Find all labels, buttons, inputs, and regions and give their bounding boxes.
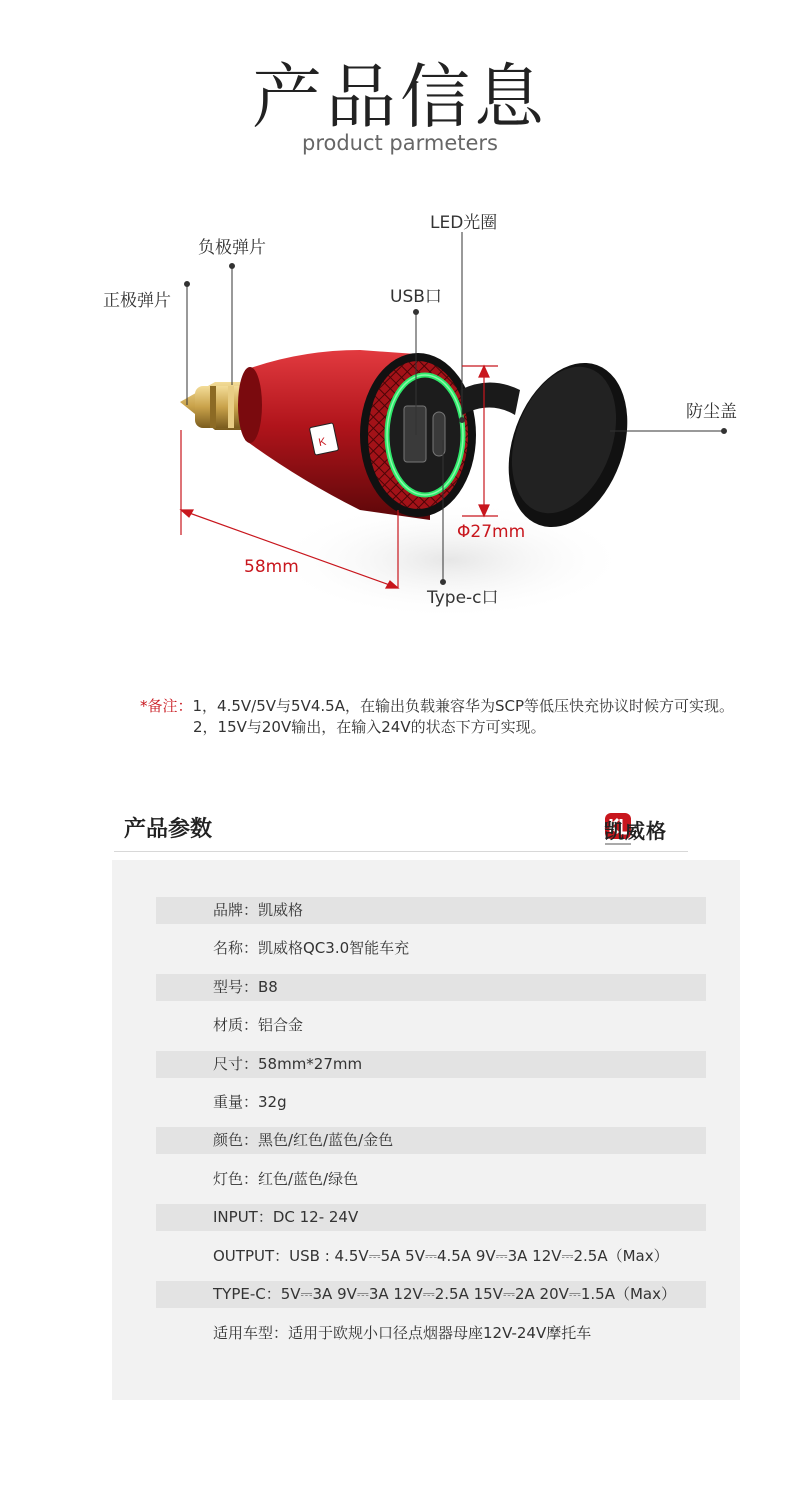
notes-line-1: 1，4.5V/5V与5V4.5A，在输出负载兼容华为SCP等低压快充协议时候方可实现。 xyxy=(192,697,734,715)
callout-led-ring: LED光圈 xyxy=(430,213,498,233)
spec-row: 适用车型：适用于欧规小口径点烟器母座12V-24V摩托车 xyxy=(213,1324,592,1342)
notes-label: *备注： xyxy=(140,697,193,715)
notes-line-2: 2，15V与20V输出，在输入24V的状态下方可实现。 xyxy=(193,718,546,736)
dimension-length: 58mm xyxy=(244,557,299,577)
callout-typec-port: Type-c口 xyxy=(427,588,499,608)
spec-row: 名称：凯威格QC3.0智能车充 xyxy=(213,939,410,957)
callout-usb-port: USB口 xyxy=(390,287,442,307)
spec-row: OUTPUT：USB : 4.5V⎓5A 5V⎓4.5A 9V⎓3A 12V⎓2.5A（Max） xyxy=(213,1247,669,1265)
spec-row: 尺寸：58mm*27mm xyxy=(156,1051,706,1078)
spec-row: 品牌：凯威格 xyxy=(156,897,706,924)
spec-row: 材质：铝合金 xyxy=(213,1016,304,1034)
spec-row: TYPE-C：5V⎓3A 9V⎓3A 12V⎓2.5A 15V⎓2A 20V⎓1.5A（Max） xyxy=(156,1281,706,1308)
notes xyxy=(140,696,734,738)
callout-negative-spring: 负极弹片 xyxy=(198,238,266,258)
usb-port xyxy=(404,406,426,462)
spec-row: INPUT：DC 12- 24V xyxy=(156,1204,706,1231)
callout-dust-cover: 防尘盖 xyxy=(686,402,737,422)
spec-row: 型号：B8 xyxy=(156,974,706,1001)
callout-positive-spring: 正极弹片 xyxy=(103,291,171,311)
page-title: 产品信息 xyxy=(252,56,548,138)
page-subtitle: product parmeters xyxy=(301,131,498,155)
dimension-diameter: Φ27mm xyxy=(457,522,526,542)
spec-row: 灯色：红色/蓝色/绿色 xyxy=(213,1170,359,1188)
spec-row: 颜色：黑色/红色/蓝色/金色 xyxy=(156,1127,706,1154)
cap-tether xyxy=(460,383,520,416)
svg-text:K: K xyxy=(317,435,328,450)
section-divider xyxy=(114,851,688,852)
product-diagram xyxy=(0,190,800,630)
brand-name: 凯威格 xyxy=(604,819,667,843)
specs-title: 产品参数 xyxy=(124,817,213,842)
spec-row: 重量：32g xyxy=(213,1093,287,1111)
